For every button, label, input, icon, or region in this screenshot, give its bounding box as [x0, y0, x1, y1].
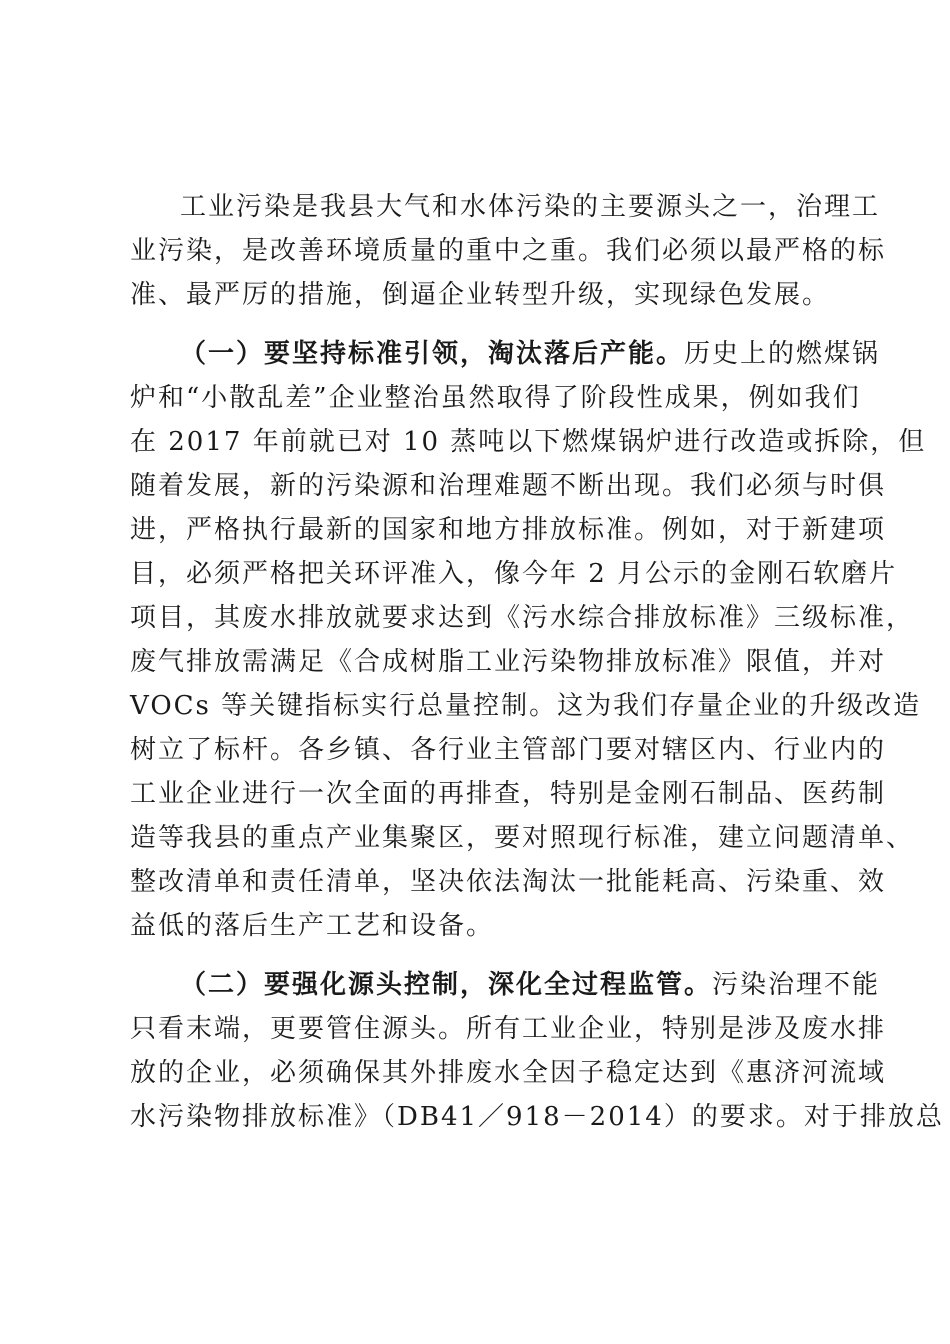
section1-line-6: 项目，其废水排放就要求达到《污水综合排放标准》三级标准， [130, 603, 915, 633]
section2-line-1: 只看末端，更要管住源头。所有工业企业，特别是涉及废水排 [130, 1014, 887, 1044]
section2-first-line-text: 污染治理不能 [712, 970, 881, 1000]
section1-first-line-text: 历史上的燃煤锅 [684, 339, 881, 369]
intro-line-1: 工业污染是我县大气和水体污染的主要源头之一，治理工 [180, 192, 881, 222]
section1-line-4: 进，严格执行最新的国家和地方排放标准。例如，对于新建项 [130, 515, 887, 545]
intro-line-3: 准、最严厉的措施，倒逼企业转型升级，实现绿色发展。 [130, 280, 831, 310]
section2-line-2: 放的企业，必须确保其外排废水全因子稳定达到《惠济河流域 [130, 1058, 887, 1088]
section1-line-1: 炉和“小散乱差”企业整治虽然取得了阶段性成果，例如我们 [130, 383, 861, 413]
section1-line-13: 益低的落后生产工艺和设备。 [130, 911, 495, 941]
section1-line-9: 树立了标杆。各乡镇、各行业主管部门要对辖区内、行业内的 [130, 735, 887, 765]
section1-line-5: 目，必须严格把关环评准入，像今年 2 月公示的金刚石软磨片 [130, 559, 898, 589]
section1-first-line [180, 332, 880, 376]
section2-heading: （二）要强化源头控制，深化全过程监管。 [180, 970, 713, 1000]
section2-first-line [180, 963, 880, 1007]
intro-line-2: 业污染，是改善环境质量的重中之重。我们必须以最严格的标 [130, 236, 887, 266]
section1-line-2: 在 2017 年前就已对 10 蒸吨以下燃煤锅炉进行改造或拆除，但 [130, 427, 927, 457]
section1-line-8: VOCs 等关键指标实行总量控制。这为我们存量企业的升级改造 [130, 691, 922, 721]
section1-line-12: 整改清单和责任清单，坚决依法淘汰一批能耗高、污染重、效 [130, 867, 887, 897]
section1-heading: （一）要坚持标准引领，淘汰落后产能。 [180, 339, 685, 369]
section2-line-3: 水污染物排放标准》（DB41／918－2014）的要求。对于排放总 [130, 1102, 944, 1132]
section1-line-11: 造等我县的重点产业集聚区，要对照现行标准，建立问题清单、 [130, 823, 915, 853]
section1-line-10: 工业企业进行一次全面的再排查，特别是金刚石制品、医药制 [130, 779, 887, 809]
section1-line-7: 废气排放需满足《合成树脂工业污染物排放标准》限值，并对 [130, 647, 887, 677]
section1-line-3: 随着发展，新的污染源和治理难题不断出现。我们必须与时俱 [130, 471, 887, 501]
